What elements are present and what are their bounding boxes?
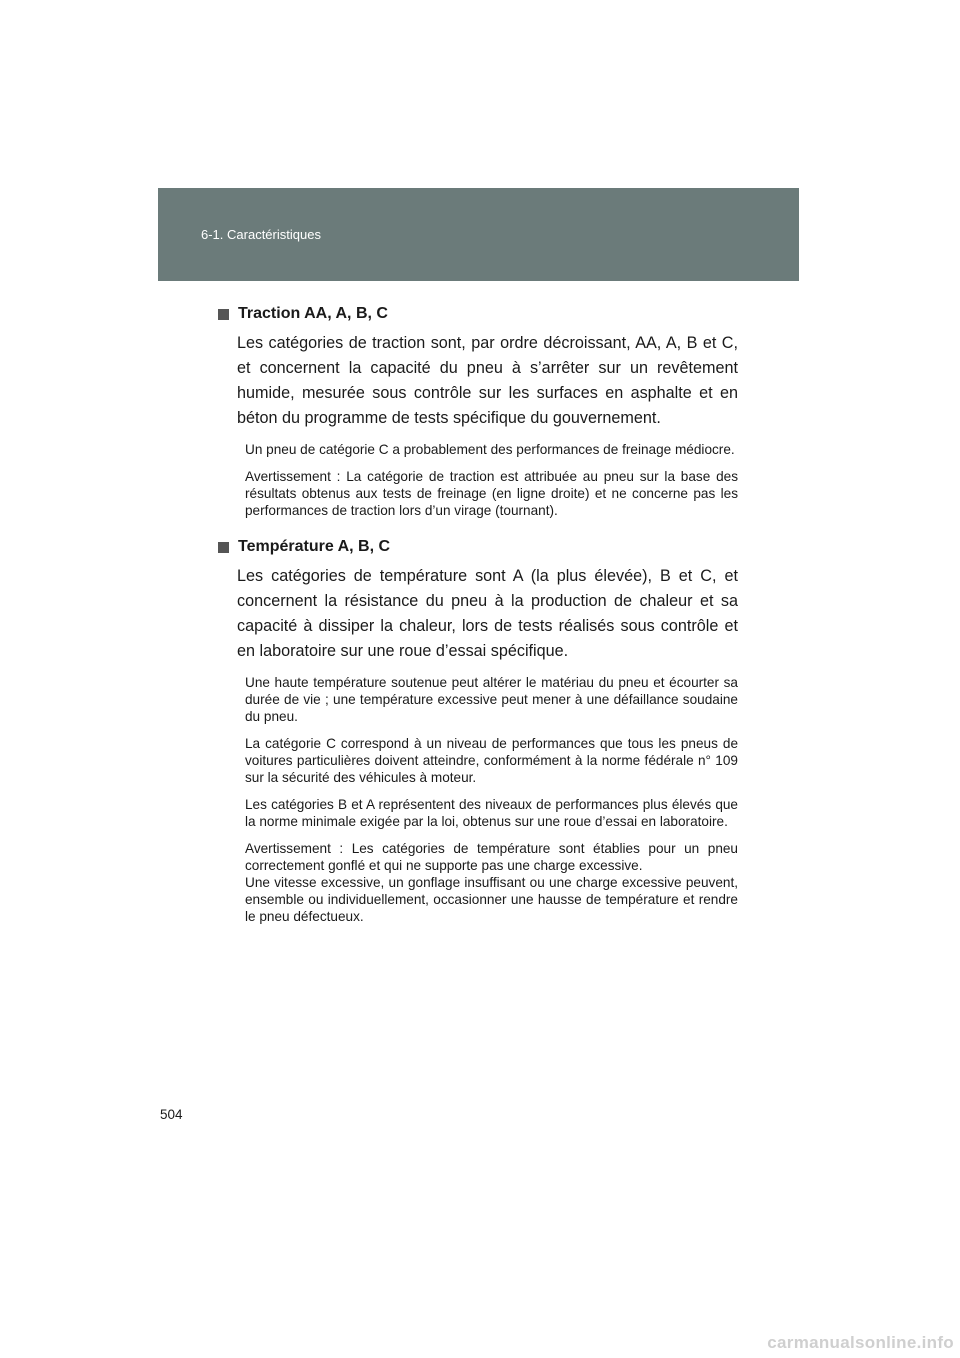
chapter-header-band	[158, 188, 799, 281]
note-paragraph: Un pneu de catégorie C a probablement des performances de freinage médiocre.	[245, 442, 735, 457]
watermark-link[interactable]: carmanualsonline.info	[767, 1333, 954, 1352]
section-body: Les catégories de température sont A (la plus élevée), B et C, et concernent la résistance du pneu à la production de chaleur et sa capacité à dissiper la chaleur, lors de tests réalisés sous contrôle et en laboratoire sur une roue d’essai spécifique.	[237, 567, 738, 660]
section-title: Traction AA, A, B, C	[238, 305, 388, 322]
temperature-section	[218, 537, 738, 925]
traction-section	[218, 304, 738, 519]
section-title: Température A, B, C	[238, 538, 391, 555]
section-body: Les catégories de traction sont, par ordre décroissant, AA, A, B et C, et concernent la capacité du pneu à s’arrêter sur un revêtement humide, mesurée sous contrôle sur les surfaces en asphalte et en béton du programme de tests spécifique du gouvernement.	[237, 334, 738, 427]
section-heading	[218, 537, 738, 557]
note-paragraph: Une haute température soutenue peut altérer le matériau du pneu et écourter sa durée de vie ; une température excessive peut mener à une défaillance soudaine du pneu.	[245, 675, 738, 724]
page-number: 504	[160, 1107, 183, 1122]
section-label: 6-1. Caractéristiques	[201, 227, 321, 242]
section-heading	[218, 304, 738, 324]
warning-paragraph: Avertissement : La catégorie de traction est attribuée au pneu sur la base des résultats obtenus aux tests de freinage (en ligne droite) et ne concerne pas les performances de traction lors d’un virage (tournant).	[245, 469, 738, 518]
square-bullet-icon	[218, 542, 229, 553]
page-content	[218, 304, 738, 925]
warning-paragraph: Avertissement : Les catégories de température sont établies pour un pneu correctement gonflé et qui ne supporte pas une charge excessive. Une vitesse excessive, un gonflage insuffisant ou une charge excessive peuvent, ensemble ou individuellement, occasionner une hausse de température et rendre le pneu défectueux.	[245, 841, 738, 924]
square-bullet-icon	[218, 309, 229, 320]
note-paragraph: La catégorie C correspond à un niveau de performances que tous les pneus de voitures particulières doivent atteindre, conformément à la norme fédérale n° 109 sur la sécurité des véhicules à moteur.	[245, 736, 738, 785]
note-paragraph: Les catégories B et A représentent des niveaux de performances plus élevés que la norme minimale exigée par la loi, obtenus sur une roue d’essai en laboratoire.	[245, 797, 738, 829]
